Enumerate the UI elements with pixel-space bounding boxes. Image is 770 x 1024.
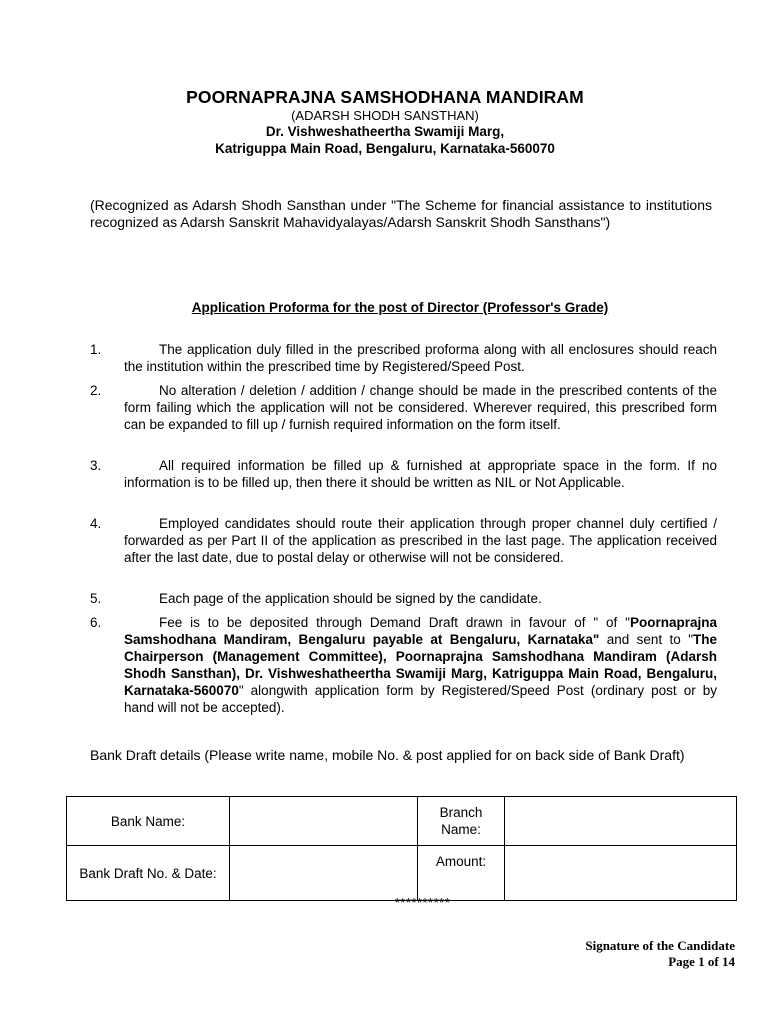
bank-draft-table [66,796,737,901]
instruction-number: 3. [90,458,102,473]
instruction-item [90,341,717,375]
instruction-number: 2. [90,383,102,398]
branch-name-field[interactable] [505,797,737,846]
draft-number-field[interactable] [230,846,418,901]
instruction-item [90,382,717,433]
instruction-number: 1. [90,342,102,357]
instruction-number: 5. [90,591,102,606]
separator: ********** [394,895,451,910]
instruction-text: Each page of the application should be signed by the candidate. [159,591,542,606]
instruction-text: The application duly filled in the prescribed proforma along with all enclosures should reach the institution within the prescribed time by Registered/Speed Post. [124,342,717,374]
amount-label: Amount: [418,846,505,901]
instruction-number: 6. [90,615,102,630]
recognition-note: (Recognized as Adarsh Shodh Sansthan under "The Scheme for financial assistance to institutions recognized as Adarsh Sanskrit Mahavidyalayas/Adarsh Sanskrit Shodh Sansthans") [90,197,712,230]
payee-name: Poornaprajna Samshodhana Mandiram, Bengaluru payable at Bengaluru, Karnataka" [124,615,717,647]
footer [585,938,735,970]
instruction-text: Employed candidates should route their application through proper channel duly certified / forwarded as per Part II of the application as prescribed in the last page. The application received after the last date, due to postal delay or otherwise will not be considered. [124,516,717,565]
address-line-1: Dr. Vishweshatheertha Swamiji Marg, [265,124,505,139]
signature-label: Signature of the Candidate [585,938,735,953]
page-number: Page 1 of 14 [668,954,735,969]
address-line-2: Katriguppa Main Road, Bengaluru, Karnataka-560070 [215,141,555,156]
mailing-address: The Chairperson (Management Committee), Poornaprajna Samshodhana Mandiram (Adarsh Shodh Sansthan), Dr. Vishweshatheertha Swamiji Marg, Katriguppa Main Road, Bengaluru, Karnataka-560070 [124,632,717,698]
instruction-text: No alteration / deletion / addition / change should be made in the prescribed contents of the form failing which the application will not be considered. Wherever required, this prescribed form can be expanded to fill up / furnish required information on the form itself. [124,383,717,432]
instruction-item [90,457,717,491]
draft-number-label: Bank Draft No. & Date: [67,846,230,901]
instruction-text-part: and sent to " [599,632,693,647]
form-heading: Application Proforma for the post of Director (Professor's Grade) [191,300,609,315]
instruction-item [90,590,717,607]
instruction-text-part: " alongwith application form by Registered/Speed Post (ordinary post or by hand will not be accepted). [124,683,717,715]
bank-draft-note: Bank Draft details (Please write name, mobile No. & post applied for on back side of Bank Draft) [90,747,685,763]
instruction-item [90,614,717,716]
amount-field[interactable] [505,846,737,901]
branch-name-label: Branch Name: [418,797,505,846]
instruction-item [90,515,717,566]
instruction-text: All required information be filled up & furnished at appropriate space in the form. If no information is to be filled up, then there it should be written as NIL or Not Applicable. [124,458,717,490]
institution-title: POORNAPRAJNA SAMSHODHANA MANDIRAM [186,87,584,107]
instruction-number: 4. [90,516,102,531]
institution-subtitle: (ADARSH SHODH SANSTHAN) [291,108,479,123]
bank-name-label: Bank Name: [67,797,230,846]
bank-name-field[interactable] [230,797,418,846]
instruction-text-part: Fee is to be deposited through Demand Draft drawn in favour of " of " [159,615,630,630]
